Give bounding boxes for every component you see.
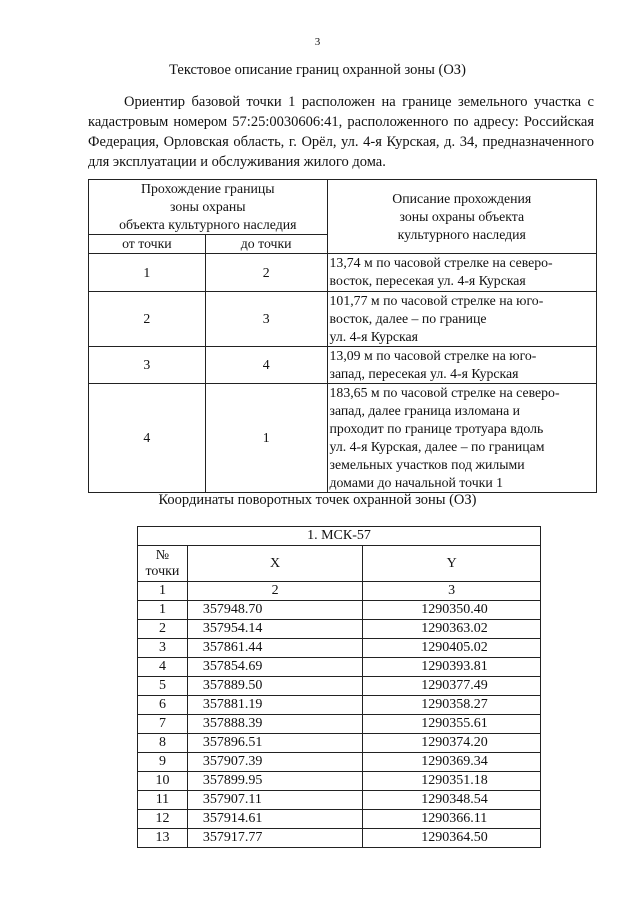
point-number-cell: 10 <box>138 772 188 791</box>
x-cell: 357914.61 <box>187 810 362 829</box>
boundary-row <box>89 254 597 292</box>
y-cell: 1290351.18 <box>363 772 541 791</box>
description-line: 13,74 м по часовой стрелке на северо- <box>329 255 553 270</box>
description-line: запад, далее граница изломана и <box>329 403 521 418</box>
y-cell: 1290348.54 <box>363 791 541 810</box>
x-cell: 357881.19 <box>187 696 362 715</box>
point-number-header-line: № <box>155 547 170 563</box>
point-number-header <box>138 546 188 582</box>
coordinate-row <box>138 620 541 639</box>
to-point-cell: 2 <box>205 254 327 292</box>
point-number-cell: 8 <box>138 734 188 753</box>
boundary-group-header-line: зоны охраны <box>170 199 246 214</box>
y-cell: 1290374.20 <box>363 734 541 753</box>
coordinate-row <box>138 791 541 810</box>
y-cell: 1290363.02 <box>363 620 541 639</box>
from-point-cell: 3 <box>89 347 206 384</box>
x-cell: 357888.39 <box>187 715 362 734</box>
point-number-cell: 6 <box>138 696 188 715</box>
description-line: запад, пересекая ул. 4-я Курская <box>329 366 519 381</box>
x-header: X <box>187 546 362 582</box>
description-line: ул. 4-я Курская <box>329 329 418 344</box>
x-cell: 357854.69 <box>187 658 362 677</box>
y-cell: 1290366.11 <box>363 810 541 829</box>
x-cell: 357896.51 <box>187 734 362 753</box>
coordinate-row <box>138 810 541 829</box>
description-line: 101,77 м по часовой стрелке на юго- <box>329 293 544 308</box>
y-cell: 1290393.81 <box>363 658 541 677</box>
from-point-cell: 1 <box>89 254 206 292</box>
point-number-cell: 9 <box>138 753 188 772</box>
point-number-cell: 4 <box>138 658 188 677</box>
coordinate-system-label: 1. МСК-57 <box>138 527 541 546</box>
coordinate-row <box>138 696 541 715</box>
coordinate-row <box>138 677 541 696</box>
x-cell: 357899.95 <box>187 772 362 791</box>
coordinate-row <box>138 601 541 620</box>
description-line: земельных участков под жилыми <box>329 457 525 472</box>
to-point-header: до точки <box>205 235 327 254</box>
description-cell <box>327 254 596 292</box>
to-point-cell: 4 <box>205 347 327 384</box>
x-cell: 357917.77 <box>187 829 362 848</box>
point-number-cell: 5 <box>138 677 188 696</box>
intro-paragraph: Ориентир базовой точки 1 расположен на границе земельного участка с кадастровым номером 57:25:0030606:41, расположенного по адресу: Российская Федерация, Орловская область, г. Орёл, ул. 4-я Курская, д. 34, предназначенного для эксплуатации и обслуживания жилого дома. <box>88 94 594 170</box>
description-cell <box>327 347 596 384</box>
description-header-line: зоны охраны объекта <box>399 208 525 224</box>
y-cell: 1290405.02 <box>363 639 541 658</box>
y-cell: 1290377.49 <box>363 677 541 696</box>
point-number-cell: 13 <box>138 829 188 848</box>
description-header-line: Описание прохождения <box>392 190 532 206</box>
to-point-cell: 1 <box>205 384 327 493</box>
coordinate-row <box>138 639 541 658</box>
description-line: домами до начальной точки 1 <box>329 475 504 490</box>
to-point-cell: 3 <box>205 292 327 347</box>
description-header <box>327 180 596 254</box>
boundary-row <box>89 292 597 347</box>
column-index: 1 <box>138 582 188 601</box>
x-cell: 357907.11 <box>187 791 362 810</box>
y-cell: 1290358.27 <box>363 696 541 715</box>
column-index: 2 <box>187 582 362 601</box>
coordinate-row <box>138 829 541 848</box>
coordinate-row <box>138 658 541 677</box>
point-number-header-line: точки <box>145 563 180 579</box>
point-number-cell: 3 <box>138 639 188 658</box>
point-number-cell: 12 <box>138 810 188 829</box>
x-cell: 357889.50 <box>187 677 362 696</box>
coordinates-title: Координаты поворотных точек охранной зоны (ОЗ) <box>158 492 477 508</box>
y-header: Y <box>363 546 541 582</box>
page-number: 3 <box>314 36 321 48</box>
from-point-cell: 2 <box>89 292 206 347</box>
description-line: проходит по границе тротуара вдоль <box>329 421 544 436</box>
boundary-description-title: Текстовое описание границ охранной зоны (ОЗ) <box>169 62 466 78</box>
coordinate-row <box>138 753 541 772</box>
point-number-cell: 11 <box>138 791 188 810</box>
point-number-cell: 2 <box>138 620 188 639</box>
boundary-group-header <box>89 180 328 235</box>
x-cell: 357907.39 <box>187 753 362 772</box>
description-cell <box>327 384 596 493</box>
description-line: 13,09 м по часовой стрелке на юго- <box>329 348 537 363</box>
boundary-table <box>88 179 597 493</box>
coordinate-row <box>138 734 541 753</box>
x-cell: 357861.44 <box>187 639 362 658</box>
coordinate-row <box>138 715 541 734</box>
description-header-line: культурного наследия <box>397 226 526 242</box>
column-index: 3 <box>363 582 541 601</box>
point-number-cell: 1 <box>138 601 188 620</box>
y-cell: 1290369.34 <box>363 753 541 772</box>
description-line: 183,65 м по часовой стрелке на северо- <box>329 385 560 400</box>
x-cell: 357954.14 <box>187 620 362 639</box>
description-line: ул. 4-я Курская, далее – по границам <box>329 439 545 454</box>
coordinate-row <box>138 772 541 791</box>
y-cell: 1290355.61 <box>363 715 541 734</box>
boundary-group-header-line: объекта культурного наследия <box>119 217 297 232</box>
x-cell: 357948.70 <box>187 601 362 620</box>
y-cell: 1290364.50 <box>363 829 541 848</box>
description-cell <box>327 292 596 347</box>
from-point-header: от точки <box>89 235 206 254</box>
boundary-row <box>89 347 597 384</box>
point-number-cell: 7 <box>138 715 188 734</box>
description-line: восток, далее – по границе <box>329 311 487 326</box>
coordinates-table <box>137 526 541 848</box>
boundary-row <box>89 384 597 493</box>
description-line: восток, пересекая ул. 4-я Курская <box>329 273 526 288</box>
from-point-cell: 4 <box>89 384 206 493</box>
boundary-group-header-line: Прохождение границы <box>141 181 275 196</box>
y-cell: 1290350.40 <box>363 601 541 620</box>
